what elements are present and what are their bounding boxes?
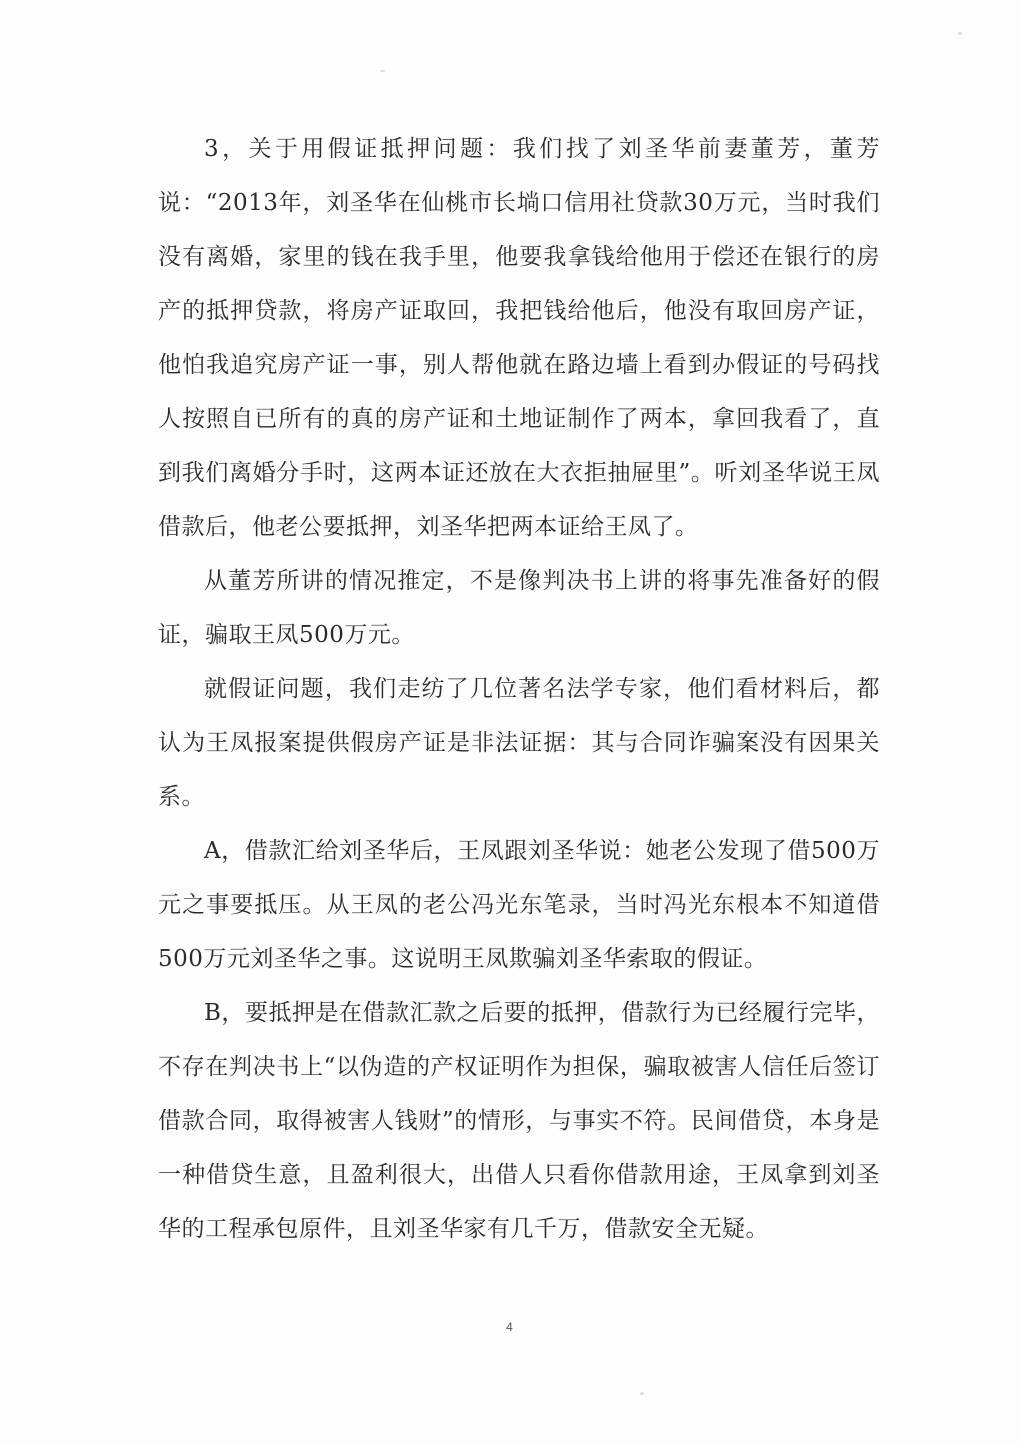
scan-speck [640,1392,644,1395]
paragraph-inference: 从董芳所讲的情况推定，不是像判决书上讲的将事先准备好的假证，骗取王凤500万元。 [158,568,880,648]
paragraph-fake-certificate-mortgage: 3，关于用假证抵押问题：我们找了刘圣华前妻董芳，董芳说：“2013年，刘圣华在仙桃市长埫口信用社贷款30万元，当时我们没有离婚，家里的钱在我手里，他要我拿钱给他用于偿还在银行的房产的抵押贷款，将房产证取回，我把钱给他后，他没有取回房产证，他怕我追究房产证一事，别人帮他就在路边墙上看到办假证的号码找人按照自已所有的真的房产证和土地证制作了两本，拿回我看了，直到我们离婚分手时，这两本证还放在大衣拒抽屉里”。听刘圣华说王凤借款后，他老公要抵押，刘圣华把两本证给王凤了。 [158,136,880,540]
paragraph-point-a: A，借款汇给刘圣华后，王凤跟刘圣华说：她老公发现了借500万元之事要抵压。从王凤的老公冯光东笔录，当时冯光东根本不知道借500万元刘圣华之事。这说明王凤欺骗刘圣华索取的假证。 [158,838,880,972]
scan-speck [958,32,962,35]
paragraph-point-b: B，要抵押是在借款汇款之后要的抵押，借款行为已经履行完毕，不存在判决书上“以伪造的产权证明作为担保，骗取被害人信任后签订借款合同，取得被害人钱财”的情形，与事实不符。民间借贷，本身是一种借贷生意，且盈利很大，出借人只看你借款用途，王凤拿到刘圣华的工程承包原件，且刘圣华家有几千万，借款安全无疑。 [158,1000,880,1242]
document-body [158,122,880,1256]
paragraph-expert-opinion: 就假证问题，我们走纺了几位著名法学专家，他们看材料后，都认为王凤报案提供假房产证是非法证据：其与合同诈骗案没有因果关系。 [158,676,880,810]
page-number: 4 [506,1320,513,1334]
scan-speck [380,70,385,72]
